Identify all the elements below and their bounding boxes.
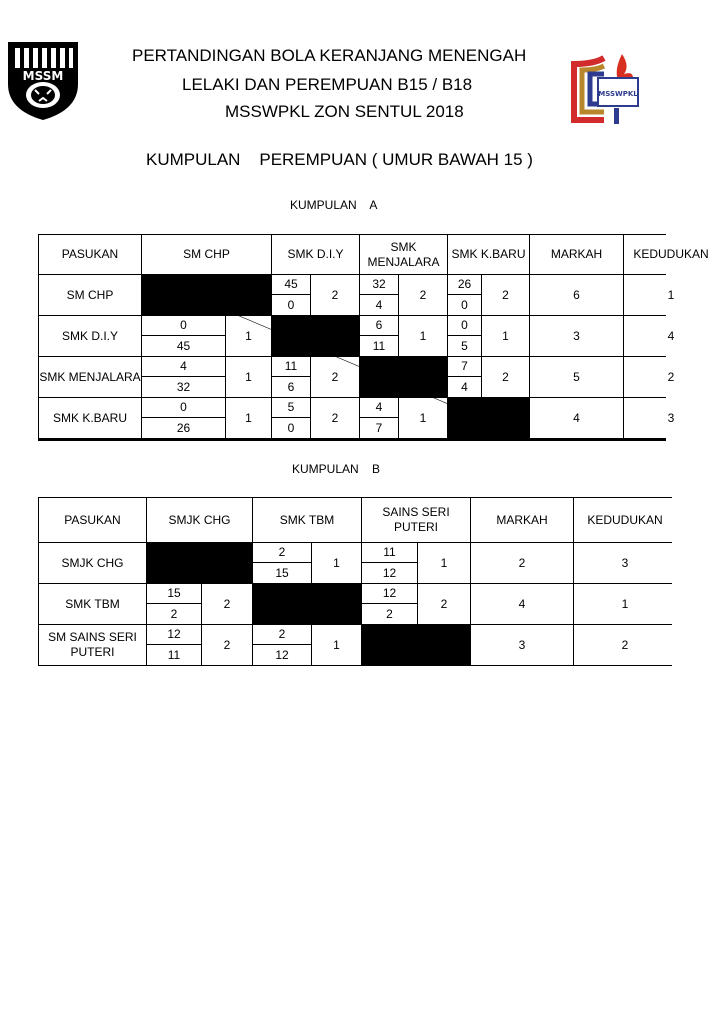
diagonal-line	[147, 543, 470, 665]
score-for: 0	[142, 398, 225, 417]
match-points: 2	[482, 357, 529, 397]
score-for: 12	[362, 584, 417, 603]
score-against: 7	[360, 418, 398, 438]
match-points: 2	[482, 275, 529, 315]
header-team: SM CHP	[142, 235, 271, 274]
score-for: 15	[147, 584, 201, 603]
score-for: 11	[362, 543, 417, 562]
score-for: 32	[360, 275, 398, 294]
score-against: 12	[253, 645, 311, 665]
kedudukan-value: 1	[624, 275, 718, 315]
score-against: 4	[360, 295, 398, 315]
kedudukan-value: 3	[574, 543, 676, 583]
score-for: 4	[142, 357, 225, 376]
team-name-cell: SM SAINS SERI PUTERI	[39, 625, 146, 665]
match-points: 1	[312, 625, 361, 665]
self-match-diagonal	[147, 543, 470, 665]
header-team: SAINS SERI PUTERI	[362, 498, 470, 542]
match-points: 2	[202, 584, 252, 624]
score-against: 11	[360, 336, 398, 356]
score-for: 11	[272, 357, 310, 376]
markah-value: 4	[471, 584, 573, 624]
score-for: 2	[253, 543, 311, 562]
match-points: 1	[418, 543, 470, 583]
header-pasukan: PASUKAN	[39, 235, 141, 274]
msswpkl-logo	[566, 50, 648, 128]
team-name-cell: SMK D.I.Y	[39, 316, 141, 356]
header-team: SMK TBM	[253, 498, 361, 542]
score-against: 11	[147, 645, 201, 665]
score-for: 12	[147, 625, 201, 644]
team-name-cell: SMK K.BARU	[39, 398, 141, 438]
markah-value: 5	[530, 357, 623, 397]
header-kedudukan: KEDUDUKAN	[624, 235, 718, 274]
header-team: SMJK CHG	[147, 498, 252, 542]
title-line-2: LELAKI DAN PEREMPUAN B15 / B18	[182, 75, 473, 94]
match-points: 2	[311, 357, 359, 397]
score-against: 5	[448, 336, 481, 356]
score-against: 15	[253, 563, 311, 583]
match-points: 1	[226, 357, 271, 397]
match-points: 2	[418, 584, 470, 624]
team-name-cell: SMK MENJALARA	[39, 357, 141, 397]
header-pasukan: PASUKAN	[39, 498, 146, 542]
score-for: 0	[142, 316, 225, 335]
match-points: 2	[399, 275, 447, 315]
header-team: SMK K.BARU	[448, 235, 529, 274]
match-points: 2	[202, 625, 252, 665]
mssm-logo	[6, 38, 80, 122]
title-line-1: PERTANDINGAN BOLA KERANJANG MENENGAH	[132, 46, 527, 65]
score-against: 0	[272, 418, 310, 438]
score-against: 12	[362, 563, 417, 583]
score-against: 26	[142, 418, 225, 438]
match-points: 1	[226, 316, 271, 356]
group-b-title: KUMPULAN B	[292, 462, 381, 476]
score-against: 0	[448, 295, 481, 315]
match-points: 1	[399, 316, 447, 356]
match-points: 2	[311, 398, 359, 438]
kedudukan-value: 3	[624, 398, 718, 438]
markah-value: 3	[530, 316, 623, 356]
match-points: 1	[482, 316, 529, 356]
group-a-title: KUMPULAN A	[290, 198, 378, 212]
match-points: 1	[399, 398, 447, 438]
score-for: 7	[448, 357, 481, 376]
kedudukan-value: 4	[624, 316, 718, 356]
markah-value: 3	[471, 625, 573, 665]
group-b-table	[38, 497, 672, 666]
title-line-3: MSSWPKL ZON SENTUL 2018	[225, 102, 464, 121]
svg-text:MSSWPKL: MSSWPKL	[598, 90, 638, 98]
score-against: 2	[147, 604, 201, 624]
score-for: 45	[272, 275, 310, 294]
team-name-cell: SMJK CHG	[39, 543, 146, 583]
match-points: 1	[312, 543, 361, 583]
header-team: SMK D.I.Y	[272, 235, 359, 274]
score-against: 6	[272, 377, 310, 397]
team-name-cell: SM CHP	[39, 275, 141, 315]
score-for: 4	[360, 398, 398, 417]
svg-text:MSSM: MSSM	[22, 69, 64, 83]
header-team: SMK MENJALARA	[360, 235, 447, 274]
diagonal-line	[142, 275, 529, 438]
score-for: 2	[253, 625, 311, 644]
score-against: 0	[272, 295, 310, 315]
score-against: 32	[142, 377, 225, 397]
markah-value: 4	[530, 398, 623, 438]
kedudukan-value: 1	[574, 584, 676, 624]
score-against: 2	[362, 604, 417, 624]
score-for: 5	[272, 398, 310, 417]
team-name-cell: SMK TBM	[39, 584, 146, 624]
markah-value: 2	[471, 543, 573, 583]
score-against: 4	[448, 377, 481, 397]
header-markah: MARKAH	[530, 235, 623, 274]
score-for: 0	[448, 316, 481, 335]
category-subtitle: KUMPULAN PEREMPUAN ( UMUR BAWAH 15 )	[146, 150, 533, 169]
self-match-diagonal	[142, 275, 529, 438]
header-markah: MARKAH	[471, 498, 573, 542]
kedudukan-value: 2	[624, 357, 718, 397]
match-points: 1	[226, 398, 271, 438]
score-against: 45	[142, 336, 225, 356]
header-kedudukan: KEDUDUKAN	[574, 498, 676, 542]
kedudukan-value: 2	[574, 625, 676, 665]
score-for: 6	[360, 316, 398, 335]
match-points: 2	[311, 275, 359, 315]
markah-value: 6	[530, 275, 623, 315]
group-a-table	[38, 234, 709, 441]
score-for: 26	[448, 275, 481, 294]
